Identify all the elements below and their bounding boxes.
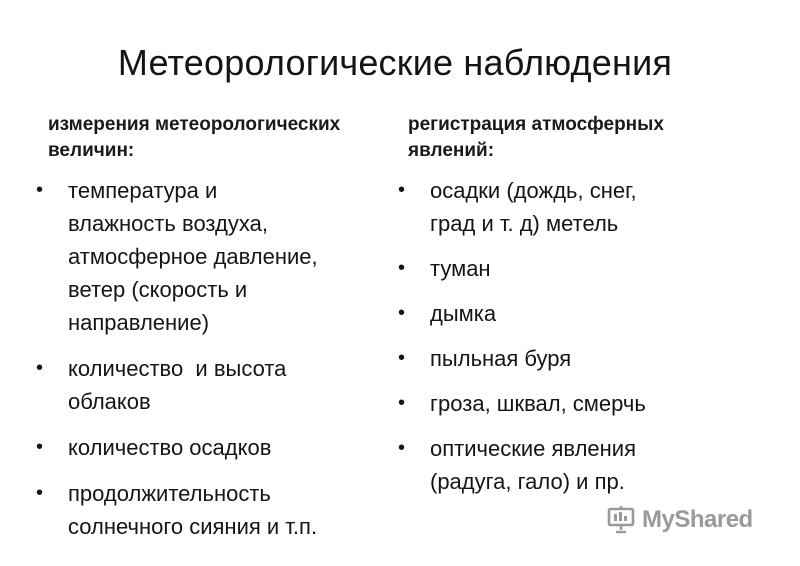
list-item-line: ветер (скорость и (68, 277, 248, 302)
list-item-line: (радуга, гало) и пр. (430, 469, 625, 494)
list-item-line: град и т. д) метель (430, 211, 619, 236)
list-item (398, 387, 718, 420)
bullet-icon: • (398, 302, 406, 324)
bullet-icon: • (36, 357, 44, 379)
list-item-line: направление) (68, 310, 210, 335)
list-item-line: температура и (68, 178, 218, 203)
list-item (36, 477, 396, 543)
list-item-line: облаков (68, 389, 151, 414)
left-bullet-list (36, 174, 396, 556)
watermark-text: MyShared (642, 506, 753, 533)
bullet-icon: • (398, 179, 406, 201)
list-item-line: продолжительность (68, 481, 271, 506)
watermark (606, 502, 753, 538)
list-item-line: пыльная буря (430, 346, 572, 371)
right-heading-line-2: явлений: (408, 140, 495, 161)
right-bullet-list (398, 174, 718, 510)
bullet-icon: • (36, 436, 44, 458)
left-heading-line-2: величин: (48, 140, 135, 161)
list-item (36, 174, 396, 339)
list-item (36, 352, 396, 418)
bullet-icon: • (398, 437, 406, 459)
list-item-line: влажность воздуха, (68, 211, 268, 236)
presentation-screen-icon (606, 505, 636, 535)
list-item (398, 342, 718, 375)
list-item-line: оптические явления (430, 436, 636, 461)
left-column-heading (48, 112, 398, 164)
list-item-line: количество и высота (68, 356, 287, 381)
bullet-icon: • (398, 392, 406, 414)
list-item-line: количество осадков (68, 435, 272, 460)
bullet-icon: • (398, 347, 406, 369)
list-item (398, 174, 718, 240)
list-item-line: гроза, шквал, смерчь (430, 391, 646, 416)
list-item (36, 431, 396, 464)
list-item (398, 432, 718, 498)
bullet-icon: • (398, 257, 406, 279)
page-title: Метеорологические наблюдения (117, 42, 673, 83)
bullet-icon: • (36, 179, 44, 201)
list-item-line: солнечного сияния и т.п. (68, 514, 318, 539)
list-item (398, 297, 718, 330)
right-heading-line-1: регистрация атмосферных (408, 114, 664, 135)
list-item-line: дымка (430, 301, 497, 326)
left-heading-line-1: измерения метеорологических (48, 114, 341, 135)
list-item-line: атмосферное давление, (68, 244, 318, 269)
list-item (398, 252, 718, 285)
list-item-line: осадки (дождь, снег, (430, 178, 637, 203)
bullet-icon: • (36, 482, 44, 504)
list-item-line: туман (430, 256, 491, 281)
right-column-heading (408, 112, 738, 164)
